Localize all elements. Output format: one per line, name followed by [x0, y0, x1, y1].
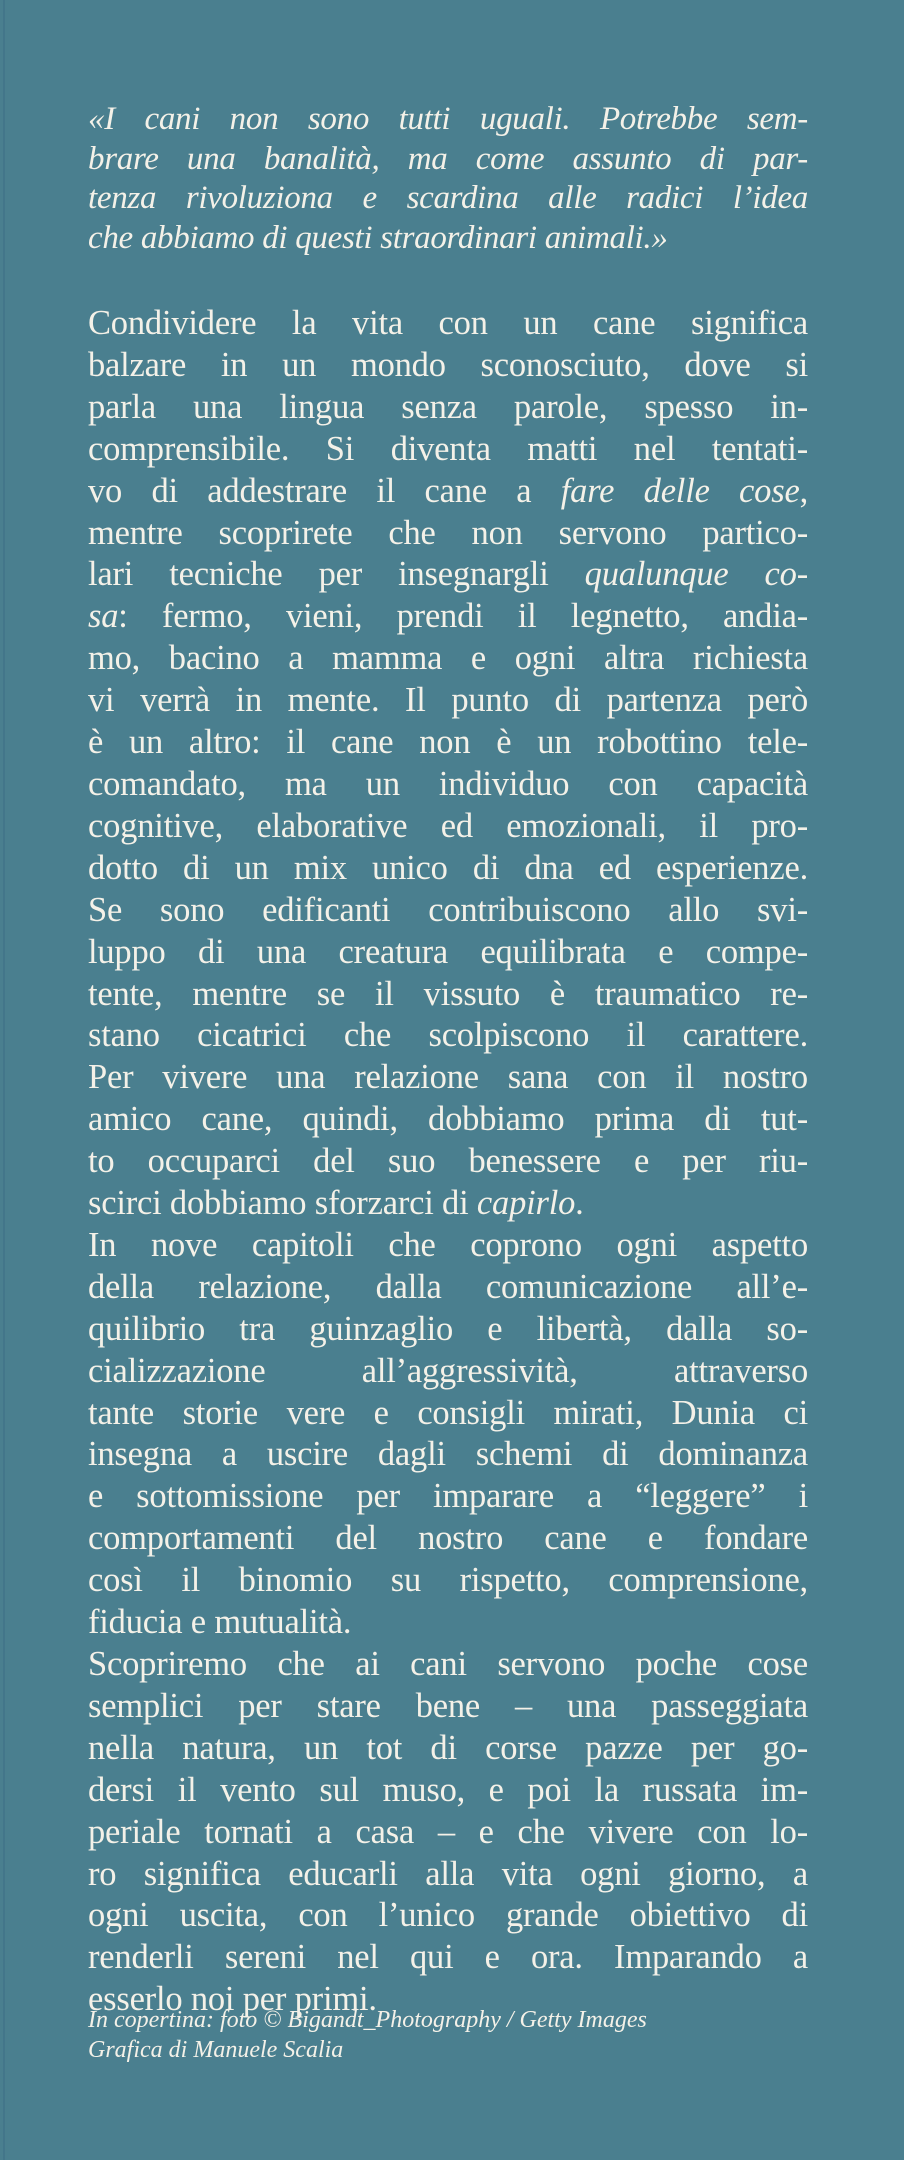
- cover-edge-line: [3, 0, 5, 2160]
- line-text: .: [575, 1184, 584, 1223]
- description-line: semplici per stare bene – una passeggiata: [88, 1686, 808, 1725]
- description-line: Condividere la vita con un cane significa: [88, 304, 808, 342]
- description-line: cognitive, elaborative ed emozionali, il pro-: [88, 806, 808, 845]
- description-line: [88, 1183, 808, 1225]
- description-line: luppo di una creatura equilibrata e compe-: [88, 932, 808, 971]
- description-line: esserlo noi per primi.: [88, 1980, 377, 2019]
- cover-photo-credit: In copertina: foto © Bigandt_Photography / Getty Images: [88, 2007, 647, 2033]
- description-line: dersi il vento sul muso, e poi la russata im-: [88, 1770, 808, 1809]
- description-line: tante storie vere e consigli mirati, Dunia ci: [88, 1393, 808, 1432]
- description-line: comprensibile. Si diventa matti nel tentati-: [88, 429, 808, 468]
- graphic-design-credit: Grafica di Manuele Scalia: [88, 2037, 344, 2063]
- description-line: ogni uscita, con l’unico grande obiettivo di: [88, 1896, 808, 1935]
- line-text: ,: [799, 471, 809, 510]
- description-line: [88, 471, 808, 513]
- blurb-quote: [88, 100, 808, 258]
- emphasized-text: qualunque co-: [584, 555, 808, 594]
- line-text: scirci dobbiamo sforzarci di: [88, 1184, 477, 1223]
- description-line: e sottomissione per imparare a “leggere” i: [88, 1477, 808, 1516]
- cover-credits: [88, 2005, 808, 2065]
- description-line: tente, mentre se il vissuto è traumatico re-: [88, 974, 808, 1013]
- description-line: nella natura, un tot di corse pazze per go-: [88, 1728, 808, 1767]
- description-paragraph: [88, 303, 808, 1225]
- emphasized-text: capirlo: [476, 1184, 576, 1223]
- line-text: lari tecniche per insegnargli: [88, 555, 585, 594]
- description-line: fiducia e mutualità.: [88, 1603, 352, 1642]
- description-line: renderli sereni nel qui e ora. Imparando a: [88, 1938, 808, 1977]
- description-line: amico cane, quindi, dobbiamo prima di tut-: [88, 1100, 808, 1139]
- description-line: periale tornati a casa – e che vivere con lo-: [88, 1812, 808, 1851]
- description-line: In nove capitoli che coprono ogni aspetto: [88, 1225, 808, 1264]
- description-line: insegna a uscire dagli schemi di dominanza: [88, 1435, 808, 1474]
- emphasized-text: sa: [88, 597, 119, 636]
- description-line: mentre scoprirete che non servono partico-: [88, 513, 808, 552]
- description-line: così il binomio su rispetto, comprensione,: [88, 1561, 808, 1600]
- description-paragraph: [88, 1225, 808, 1644]
- description-line: mo, bacino a mamma e ogni altra richiesta: [88, 639, 808, 678]
- description-line: Per vivere una relazione sana con il nostro: [88, 1058, 808, 1097]
- description-line: cializzazione all’aggressività, attraverso: [88, 1351, 808, 1390]
- description-line: [88, 554, 808, 596]
- description-line: balzare in un mondo sconosciuto, dove si: [88, 345, 808, 384]
- description-line: è un altro: il cane non è un robottino tele-: [88, 723, 808, 762]
- description-line: della relazione, dalla comunicazione all’e-: [88, 1267, 808, 1306]
- quote-line: «I cani non sono tutti uguali. Potrebbe sem-: [88, 101, 808, 137]
- description-line: vi verrà in mente. Il punto di partenza però: [88, 681, 808, 720]
- description-paragraph: [88, 1644, 808, 2021]
- description-line: Se sono edificanti contribuiscono allo svi-: [88, 890, 808, 929]
- description-line: stano cicatrici che scolpiscono il carattere.: [88, 1016, 808, 1055]
- line-text: vo di addestrare il cane a: [88, 471, 561, 510]
- description-line: comandato, ma un individuo con capacità: [88, 764, 808, 803]
- book-description: [88, 303, 808, 2021]
- description-line: to occuparci del suo benessere e per riu-: [88, 1142, 808, 1181]
- quote-line: brare una banalità, ma come assunto di par-: [88, 140, 808, 177]
- emphasized-text: fare delle cose: [560, 471, 800, 510]
- quote-line: tenza rivoluziona e scardina alle radici l’idea: [88, 180, 808, 217]
- description-line: quilibrio tra guinzaglio e libertà, dalla so-: [88, 1309, 808, 1348]
- description-line: Scopriremo che ai cani servono poche cose: [88, 1645, 808, 1683]
- quote-line: che abbiamo di questi straordinari animali.»: [88, 219, 668, 256]
- description-line: [88, 596, 808, 638]
- line-text: : fermo, vieni, prendi il legnetto, andia-: [118, 597, 808, 636]
- description-line: comportamenti del nostro cane e fondare: [88, 1519, 808, 1558]
- description-line: ro significa educarli alla vita ogni giorno, a: [88, 1854, 808, 1893]
- description-line: dotto di un mix unico di dna ed esperienze.: [88, 848, 808, 887]
- description-line: parla una lingua senza parole, spesso in-: [88, 387, 808, 426]
